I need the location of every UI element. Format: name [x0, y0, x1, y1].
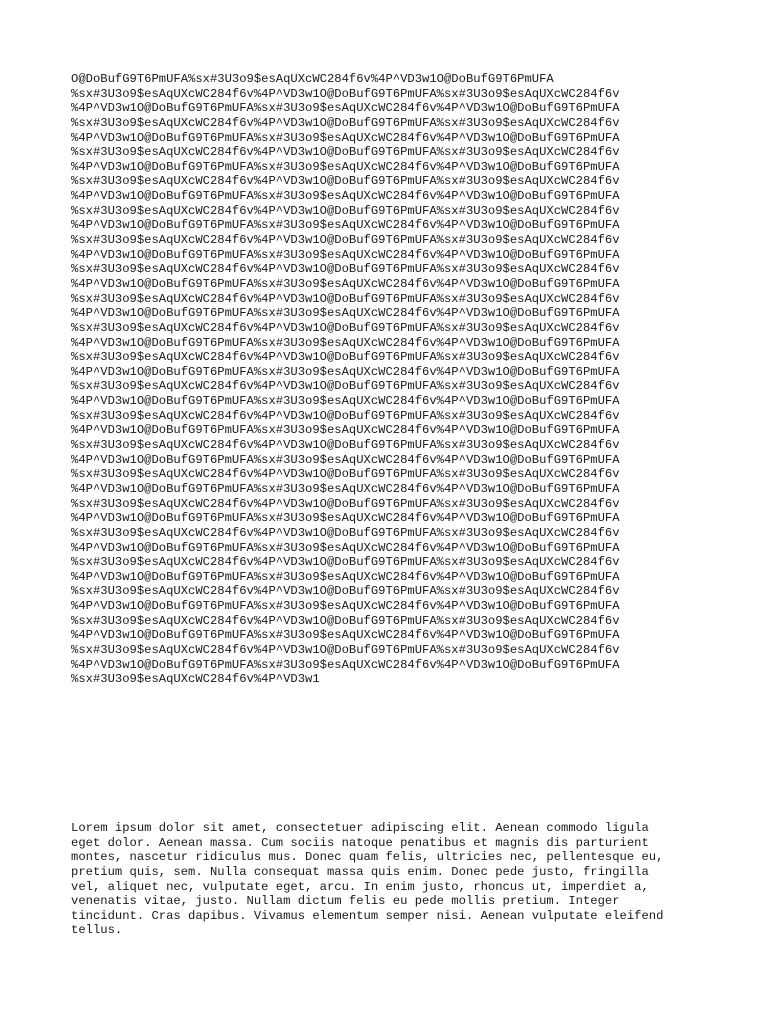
paragraph-line: tincidunt. Cras dapibus. Vivamus elementum semper nisi. Aenean vulputate eleifend: [71, 908, 664, 923]
paragraph-line: vel, aliquet nec, vulputate eget, arcu. In enim justo, rhoncus ut, imperdiet a,: [71, 879, 649, 894]
encoded-text-line: %4P^VD3w1O@DoBufG9T6PmUFA%sx#3U3o9$esAqUXcWC284f6v%4P^VD3w1O@DoBufG9T6PmUFA: [71, 159, 620, 174]
encoded-text-line: %4P^VD3w1O@DoBufG9T6PmUFA%sx#3U3o9$esAqUXcWC284f6v%4P^VD3w1O@DoBufG9T6PmUFA: [71, 569, 620, 584]
encoded-text-line: %sx#3U3o9$esAqUXcWC284f6v%4P^VD3w1O@DoBufG9T6PmUFA%sx#3U3o9$esAqUXcWC284f6v: [71, 555, 620, 570]
encoded-text-line: %4P^VD3w1O@DoBufG9T6PmUFA%sx#3U3o9$esAqUXcWC284f6v%4P^VD3w1O@DoBufG9T6PmUFA: [71, 540, 620, 555]
encoded-text-line: %4P^VD3w1O@DoBufG9T6PmUFA%sx#3U3o9$esAqUXcWC284f6v%4P^VD3w1O@DoBufG9T6PmUFA: [71, 452, 620, 467]
encoded-text-line: %4P^VD3w1O@DoBufG9T6PmUFA%sx#3U3o9$esAqUXcWC284f6v%4P^VD3w1O@DoBufG9T6PmUFA: [71, 101, 620, 116]
encoded-text-line: %sx#3U3o9$esAqUXcWC284f6v%4P^VD3w1O@DoBufG9T6PmUFA%sx#3U3o9$esAqUXcWC284f6v: [71, 584, 620, 599]
encoded-text-line: %sx#3U3o9$esAqUXcWC284f6v%4P^VD3w1O@DoBufG9T6PmUFA%sx#3U3o9$esAqUXcWC284f6v: [71, 233, 620, 248]
encoded-text-block: [71, 72, 620, 687]
encoded-text-line: %4P^VD3w1O@DoBufG9T6PmUFA%sx#3U3o9$esAqUXcWC284f6v%4P^VD3w1O@DoBufG9T6PmUFA: [71, 189, 620, 204]
encoded-text-line: %sx#3U3o9$esAqUXcWC284f6v%4P^VD3w1O@DoBufG9T6PmUFA%sx#3U3o9$esAqUXcWC284f6v: [71, 262, 620, 277]
paragraph-line: montes, nascetur ridiculus mus. Donec quam felis, ultricies nec, pellentesque eu,: [71, 850, 664, 865]
encoded-text-line: %sx#3U3o9$esAqUXcWC284f6v%4P^VD3w1O@DoBufG9T6PmUFA%sx#3U3o9$esAqUXcWC284f6v: [71, 145, 620, 160]
lorem-ipsum-paragraph: [71, 821, 691, 938]
encoded-text-line: %sx#3U3o9$esAqUXcWC284f6v%4P^VD3w1O@DoBufG9T6PmUFA%sx#3U3o9$esAqUXcWC284f6v: [71, 613, 620, 628]
encoded-text-line: %4P^VD3w1O@DoBufG9T6PmUFA%sx#3U3o9$esAqUXcWC284f6v%4P^VD3w1O@DoBufG9T6PmUFA: [71, 481, 620, 496]
paragraph-line: Lorem ipsum dolor sit amet, consectetuer adipiscing elit. Aenean commodo ligula: [71, 821, 649, 835]
encoded-text-line: %sx#3U3o9$esAqUXcWC284f6v%4P^VD3w1O@DoBufG9T6PmUFA%sx#3U3o9$esAqUXcWC284f6v: [71, 320, 620, 335]
encoded-text-line: %sx#3U3o9$esAqUXcWC284f6v%4P^VD3w1O@DoBufG9T6PmUFA%sx#3U3o9$esAqUXcWC284f6v: [71, 203, 620, 218]
encoded-text-line: %4P^VD3w1O@DoBufG9T6PmUFA%sx#3U3o9$esAqUXcWC284f6v%4P^VD3w1O@DoBufG9T6PmUFA: [71, 628, 620, 643]
encoded-text-line: %sx#3U3o9$esAqUXcWC284f6v%4P^VD3w1O@DoBufG9T6PmUFA%sx#3U3o9$esAqUXcWC284f6v: [71, 438, 620, 453]
encoded-text-line: %sx#3U3o9$esAqUXcWC284f6v%4P^VD3w1O@DoBufG9T6PmUFA%sx#3U3o9$esAqUXcWC284f6v: [71, 525, 620, 540]
encoded-text-line: %4P^VD3w1O@DoBufG9T6PmUFA%sx#3U3o9$esAqUXcWC284f6v%4P^VD3w1O@DoBufG9T6PmUFA: [71, 657, 620, 672]
paragraph-line: venenatis vitae, justo. Nullam dictum felis eu pede mollis pretium. Integer: [71, 894, 620, 909]
encoded-text-line: %4P^VD3w1O@DoBufG9T6PmUFA%sx#3U3o9$esAqUXcWC284f6v%4P^VD3w1O@DoBufG9T6PmUFA: [71, 306, 620, 321]
encoded-text-line: %sx#3U3o9$esAqUXcWC284f6v%4P^VD3w1O@DoBufG9T6PmUFA%sx#3U3o9$esAqUXcWC284f6v: [71, 496, 620, 511]
encoded-text-line: %4P^VD3w1O@DoBufG9T6PmUFA%sx#3U3o9$esAqUXcWC284f6v%4P^VD3w1O@DoBufG9T6PmUFA: [71, 247, 620, 262]
encoded-text-line: %sx#3U3o9$esAqUXcWC284f6v%4P^VD3w1O@DoBufG9T6PmUFA%sx#3U3o9$esAqUXcWC284f6v: [71, 642, 620, 657]
encoded-text-line: %4P^VD3w1O@DoBufG9T6PmUFA%sx#3U3o9$esAqUXcWC284f6v%4P^VD3w1O@DoBufG9T6PmUFA: [71, 335, 620, 350]
encoded-text-line: %sx#3U3o9$esAqUXcWC284f6v%4P^VD3w1O@DoBufG9T6PmUFA%sx#3U3o9$esAqUXcWC284f6v: [71, 291, 620, 306]
encoded-text-line: O@DoBufG9T6PmUFA%sx#3U3o9$esAqUXcWC284f6v%4P^VD3w1O@DoBufG9T6PmUFA: [71, 72, 554, 86]
paragraph-line: pretium quis, sem. Nulla consequat massa quis enim. Donec pede justo, fringilla: [71, 864, 649, 879]
encoded-text-line: %sx#3U3o9$esAqUXcWC284f6v%4P^VD3w1O@DoBufG9T6PmUFA%sx#3U3o9$esAqUXcWC284f6v: [71, 86, 620, 101]
encoded-text-line: %sx#3U3o9$esAqUXcWC284f6v%4P^VD3w1O@DoBufG9T6PmUFA%sx#3U3o9$esAqUXcWC284f6v: [71, 408, 620, 423]
paragraph-line: tellus.: [71, 923, 123, 938]
encoded-text-line: %sx#3U3o9$esAqUXcWC284f6v%4P^VD3w1O@DoBufG9T6PmUFA%sx#3U3o9$esAqUXcWC284f6v: [71, 350, 620, 365]
encoded-text-line: %4P^VD3w1O@DoBufG9T6PmUFA%sx#3U3o9$esAqUXcWC284f6v%4P^VD3w1O@DoBufG9T6PmUFA: [71, 276, 620, 291]
encoded-text-line: %4P^VD3w1O@DoBufG9T6PmUFA%sx#3U3o9$esAqUXcWC284f6v%4P^VD3w1O@DoBufG9T6PmUFA: [71, 599, 620, 614]
encoded-text-line: %sx#3U3o9$esAqUXcWC284f6v%4P^VD3w1O@DoBufG9T6PmUFA%sx#3U3o9$esAqUXcWC284f6v: [71, 174, 620, 189]
encoded-text-line: %4P^VD3w1O@DoBufG9T6PmUFA%sx#3U3o9$esAqUXcWC284f6v%4P^VD3w1O@DoBufG9T6PmUFA: [71, 394, 620, 409]
encoded-text-line: %4P^VD3w1O@DoBufG9T6PmUFA%sx#3U3o9$esAqUXcWC284f6v%4P^VD3w1O@DoBufG9T6PmUFA: [71, 364, 620, 379]
encoded-text-line: %4P^VD3w1O@DoBufG9T6PmUFA%sx#3U3o9$esAqUXcWC284f6v%4P^VD3w1O@DoBufG9T6PmUFA: [71, 511, 620, 526]
encoded-text-line: %sx#3U3o9$esAqUXcWC284f6v%4P^VD3w1O@DoBufG9T6PmUFA%sx#3U3o9$esAqUXcWC284f6v: [71, 115, 620, 130]
paragraph-line: eget dolor. Aenean massa. Cum sociis natoque penatibus et magnis dis parturient: [71, 835, 649, 850]
encoded-text-line: %4P^VD3w1O@DoBufG9T6PmUFA%sx#3U3o9$esAqUXcWC284f6v%4P^VD3w1O@DoBufG9T6PmUFA: [71, 218, 620, 233]
encoded-text-line: %sx#3U3o9$esAqUXcWC284f6v%4P^VD3w1O@DoBufG9T6PmUFA%sx#3U3o9$esAqUXcWC284f6v: [71, 467, 620, 482]
encoded-text-line: %sx#3U3o9$esAqUXcWC284f6v%4P^VD3w1: [71, 672, 320, 687]
encoded-text-line: %4P^VD3w1O@DoBufG9T6PmUFA%sx#3U3o9$esAqUXcWC284f6v%4P^VD3w1O@DoBufG9T6PmUFA: [71, 130, 620, 145]
encoded-text-line: %4P^VD3w1O@DoBufG9T6PmUFA%sx#3U3o9$esAqUXcWC284f6v%4P^VD3w1O@DoBufG9T6PmUFA: [71, 423, 620, 438]
encoded-text-line: %sx#3U3o9$esAqUXcWC284f6v%4P^VD3w1O@DoBufG9T6PmUFA%sx#3U3o9$esAqUXcWC284f6v: [71, 379, 620, 394]
